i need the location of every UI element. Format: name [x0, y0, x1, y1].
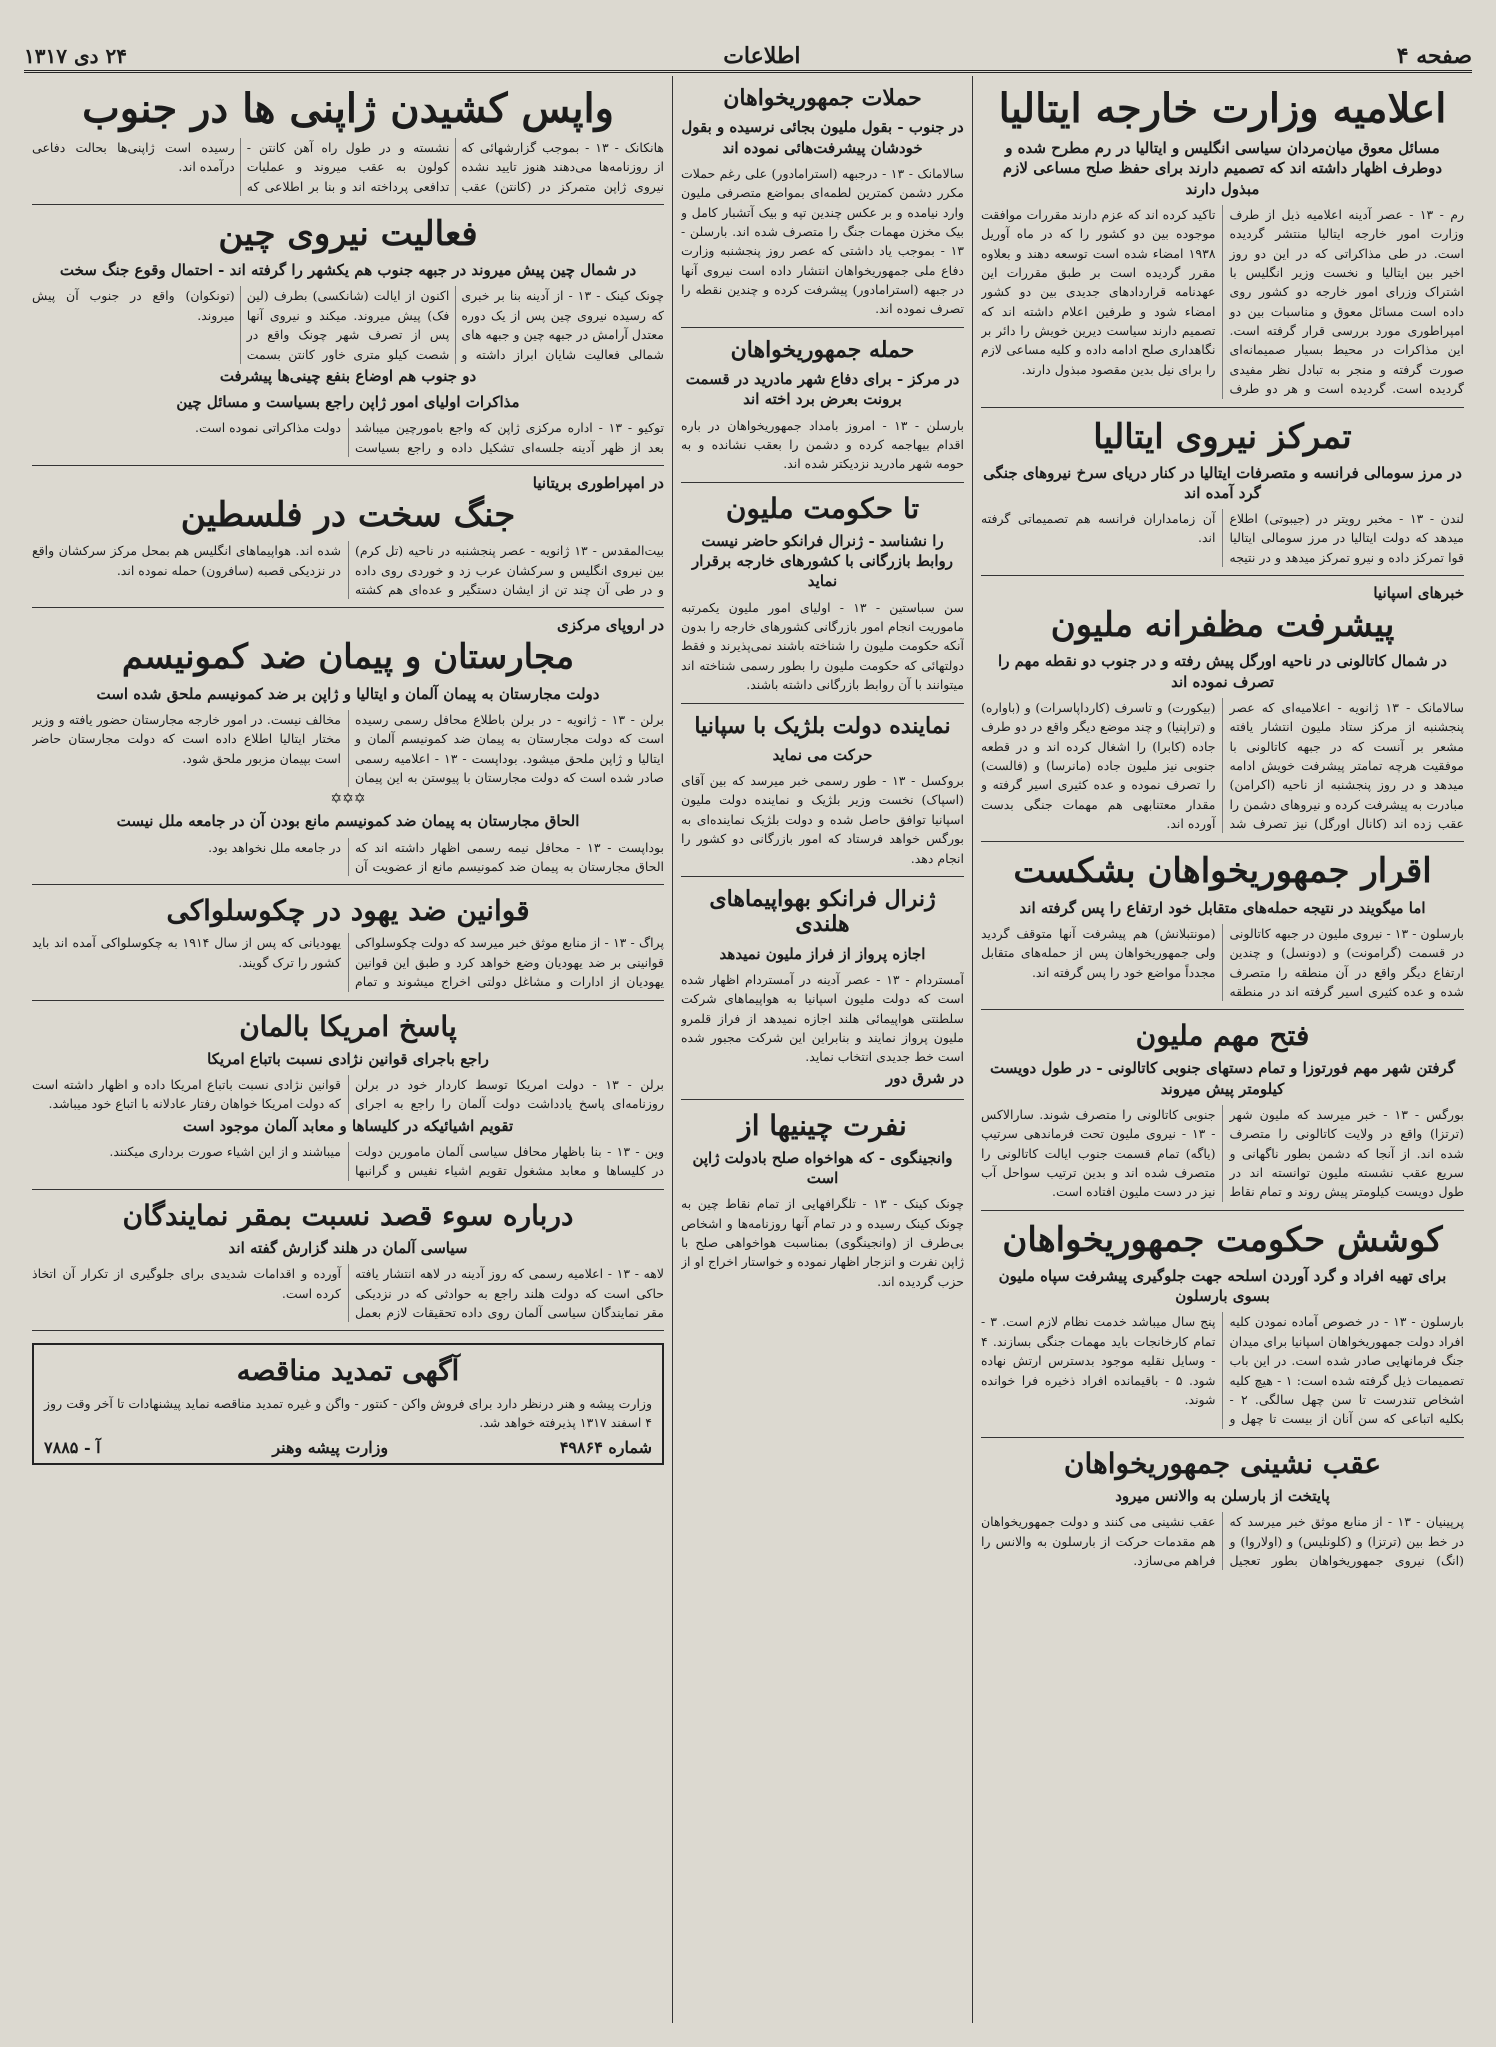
article-body: سن سباستین - ۱۳ - اولیای امور ملیون یکمرتبه ماموریت انجام امور بازرگانی کشورهای خارجه را بدون آنکه حکومت ملیون را شناخته باشند نمی‌پذیرند و فقط دولتهائی که حکومت ملیون را بطور رسمی شناخته اند میتوانند با آن روابط بازرگانی داشته باشند. — [681, 599, 964, 693]
article-body: پرپینیان - ۱۳ - از منابع موثق خبر میرسد که در خط بین (ترتزا) و (کلونلیس) و (اولاروا) و (انگ) نیروی جمهوریخواهان بطور تعجیل عقب نشینی می کنند و دولت جمهوریخواهان هم مقدمات حرکت از بارسلون به والانس را فراهم می‌سازد. — [981, 1514, 1464, 1568]
section-tag: در اروپای مرکزی — [557, 616, 664, 635]
article-republican-retreat — [981, 1438, 1464, 1579]
headline: تمرکز نیروی ایتالیا — [1093, 416, 1352, 457]
subheadline: پایتخت از بارسلن به والانس میرود — [1115, 1486, 1330, 1505]
section-tag: خبرهای اسپانیا — [1373, 584, 1464, 603]
article-tail: دو جنوب هم اوضاع بنفع چینی‌ها پیشرفت — [219, 366, 477, 385]
subheadline: حرکت می نماید — [772, 745, 873, 764]
headline: مجارستان و پیمان ضد کمونیسم — [121, 637, 575, 678]
ad-headline: آگهی تمدید مناقصه — [236, 1354, 460, 1388]
article-body: چونک کینک - ۱۳ - از آدینه بنا بر خبری که رسیده نیروی چین پس از یک دوره معتدل آرامش در جبهه چین و جبهه های شمالی فعالیت شایان ابراز داشته و اکنون از ایالت (شانکسی) بطرف (لین فک) پیش میروند. میکند و نیروی آنها پس از تصرف شهر چونک واقع در شصت کیلو متری خاور کانتن بسمت (تونکوان) واقع در جنوب آن پیش میروند. — [32, 288, 664, 362]
article-body-2: توکیو - ۱۳ - اداره مرکزی ژاپن که واجع بامورچین میباشد بعد از ظهر آدینه جلسه‌ای تشکیل داده و راجع بسیاست دولت مذاکراتی نموده است. — [194, 420, 664, 455]
subheadline: در شمال چین پیش میروند در جبهه جنوب هم یکشهر را گرفته اند - احتمال وقوع جنگ سخت — [59, 261, 637, 280]
subheadline-2: تقویم اشیائیکه در کلیساها و معابد آلمان موجود است — [182, 1116, 514, 1135]
article-body: برلن - ۱۳ - ژانویه - در برلن باطلاع محافل رسمی رسیده است که دولت مجارستان به پیمان ضد کمونیسم آلمان و ایتالیا و ژاپن ملحق میشود. بوداپست - ۱۳ - اعلامیه رسمی صادر شده است که دولت مجارستان با پیوستن به این پیمان مخالف نیست. در امور خارجه مجارستان حضور یافته و وزیر مختار ایتالیا اطلاع داده است که دولت مجارستان حاضر است بپیمان مزبور ملحق شود. — [32, 711, 664, 785]
headline: حمله جمهوریخواهان — [730, 336, 915, 363]
ad-body: وزارت پیشه و هنر درنظر دارد برای فروش واکن - کنتور - واگن و غیره تمدید مناقصه نماید پیشنهادات تا آخر وقت روز ۴ اسفند ۱۳۱۷ پذیرفته خواهد شد. — [44, 1395, 652, 1430]
headline: واپس کشیدن ژاپنی ها در جنوب — [82, 85, 614, 132]
article-hungary-pact — [32, 608, 664, 885]
article-body: سالامانک - ۱۳ - درجبهه (استرامادور) علی رغم حملات مکرر دشمن کمترین لطمه‌ای بمواضع متصرفی ملیون وارد نیامده و بر عکس چندین تپه و بیک آتشبار کامل و بیک مخزن مهمات جنگ را متصرف شده اند. بارسلن - ۱۳ - بموجب یاد داشتی که عصر روز پنجشنبه وزارت دفاع ملی جمهوریخواهان انتشار داده است نیروی آنها در جبهه (استرامادور) پیشرفت کرده و چندین نقطه را تصرف نموده اند. — [681, 165, 964, 317]
subheadline: اجازه پرواز از فراز ملیون نمیدهد — [719, 944, 926, 963]
headline: پیشرفت مظفرانه ملیون — [1050, 605, 1395, 646]
subheadline: سیاسی آلمان در هلند گزارش گفته اند — [228, 1238, 468, 1257]
article-body: چونک کینک - ۱۳ - تلگرافهایی از تمام نقاط چین به چونک کینک رسیده و در تمام آنها روزنامه‌ها و اشخاص بی‌طرف از (وانجینگوی) بمناسبت هواخواهی صلح با ژاپن نفرت و انزجار اظهار نموده و خواستار اخراج او از حزب گردیده اند. — [681, 1196, 964, 1289]
ad-signature: وزارت پیشه وهنر — [272, 1438, 389, 1458]
article-body: آمستردام - ۱۳ - عصر آدینه در آمستردام اظهار شده است که دولت ملیون اسپانیا به هواپیماهای شرکت سلطنتی هواپیمائی هلند اجازه نمیدهد از فراز قلمرو ملیون پرواز نمایند و بنابراین این شرکت مجبور شده است خط جدیدی انتخاب نماید. — [681, 971, 964, 1065]
subheadline: برای تهیه افراد و گرد آوردن اسلحه جهت جلوگیری پیشرفت سپاه ملیون بسوی بارسلون — [998, 1266, 1447, 1306]
headline: نفرت چینیها از — [738, 1108, 907, 1142]
headline: پاسخ امریکا بالمان — [239, 1009, 457, 1043]
article-belgium-envoy — [681, 704, 964, 877]
article-franco-dutch-planes — [681, 877, 964, 1100]
article-body: بورگس - ۱۳ - خبر میرسد که ملیون شهر (ترتزا) واقع در ولایت کاتالونی را متصرف شده اند. از آنجا که دشمن بطور ناگهانی و سریع عقب نشسته ملیون توانسته اند در طول دویست کیلومتر پیش روند و تمام نقاط جنوبی کاتالونی را متصرف شوند. سارالاکس - ۱۳ - نیروی ملیون تحت فرماندهی سرتیپ (یاگه) تمام قسمت جنوب ایالت کاتالونی را متصرف شده اند و بدین ترتیب سواحل آب نیز در دست ملیون افتاده است. — [981, 1106, 1464, 1200]
article-america-reply — [32, 1001, 664, 1190]
article-body: بارسلن - ۱۳ - امروز بامداد جمهوریخواهان در باره اقدام بیهاجمه کرده و دشمن را بعقب نشانده و به حومه شهر مادرید نزدیکتر شده اند. — [681, 417, 964, 472]
columns — [24, 76, 1472, 2023]
paper-name: اطلاعات — [723, 43, 801, 69]
subheadline: گرفتن شهر مهم فورتوزا و تمام دستهای جنوبی کاتالونی - در طول دویست کیلومتر پیش میروند — [990, 1059, 1455, 1098]
article-czech-laws — [32, 885, 664, 1000]
article-body: هانکانک - ۱۳ - بموجب گزارشهائی که از روزنامه‌ها می‌دهند هنوز تایید نشده نیروی ژاپن متمرکز در (کانتن) عقب نشسته و در طول راه آهن کانتن - کولون به عقب میروند و عملیات تدافعی پرداخته اند و بنا بر اطلاعی که رسیده است ژاپنی‌ها بحالت دفاعی درآمده اند. — [32, 140, 664, 194]
article-chinese-hatred — [681, 1100, 964, 1300]
article-republican-attacks — [681, 76, 964, 328]
ad-reference: شماره ۴۹۸۶۴ — [559, 1438, 652, 1458]
masthead — [24, 42, 1472, 73]
article-body: بارسلون - ۱۳ - در خصوص آماده نمودن کلیه افراد دولت جمهوریخواهان اسپانیا برای میدان جنگ فرمانهایی صادر شده است. در این باب تصمیمات ذیل گرفته شده است: ۱ - هیچ کلیه اشخاص تندرست تا سن چهل سالگی. ۲ - بکلیه اتباعی که سن آنان از بیست تا چهل و پنج سال میباشد خدمت نظام لازم است. ۳ - تمام کارخانجات باید مهمات جنگی بسازند. ۴ - وسایل نقلیه موجود بدسترس ارتش نهاده شود. ۵ - باقیمانده افراد ذخیره فرا خوانده شوند. — [981, 1314, 1464, 1427]
article-palestine — [32, 466, 664, 608]
subheadline-2: الحاق مجارستان به پیمان ضد کمونیسم مانع بودن آن در جامعه ملل نیست — [116, 812, 580, 831]
article-republican-defeat — [981, 842, 1464, 1010]
page-label: صفحه ۴ — [1396, 43, 1472, 69]
subheadline: مسائل معوق میان‌مردان سیاسی انگلیس و ایتالیا در رم مطرح شده و دوطرف اظهار داشته اند که تصمیم دارند برای حفظ صلح مساعی لازم مبذول دارند — [1002, 139, 1443, 198]
headline: نماینده دولت بلژیک با سپانیا — [694, 712, 951, 739]
star-separator: ✡✡✡ — [330, 791, 366, 808]
subheadline: دولت مجارستان به پیمان آلمان و ایتالیا و ژاپن بر ضد کمونیسم ملحق شده است — [96, 684, 600, 703]
subheadline: در شمال کاتالونی در ناحیه اورگل پیش رفته و در جنوب دو نقطه مهم را تصرف نموده اند — [998, 652, 1447, 691]
article-italy-forces — [981, 408, 1464, 577]
subheadline: در مرکز - برای دفاع شهر مادرید در قسمت برونت بعرض برد اخته اند — [685, 370, 960, 409]
article-body: لندن - ۱۳ - مخبر رویتر در (جیبوتی) اطلاع میدهد که دولت ایتالیا در مرز سومالی ایتالیا قوا تمرکز داده و نیرو تمرکز میدهد و در نتیجه آن زمامداران فرانسه هم تصمیماتی گرفته اند. — [981, 511, 1464, 565]
headline: فتح مهم ملیون — [1135, 1019, 1310, 1053]
headline: فعالیت نیروی چین — [218, 214, 478, 255]
article-body: بیت‌المقدس - ۱۳ ژانویه - عصر پنجشنبه در ناحیه (تل کرم) بین نیروی انگلیس و سرکشان عرب زد و خوردی روی داده و در طی آن چند تن از ایشان دستگیر و عده‌ای هم کشته شده اند. هواپیماهای انگلیس هم بمحل مرکز سرکشان واقع در نزدیکی قصبه (سافرون) حمله نموده اند. — [32, 543, 664, 598]
article-assassination-attempt — [32, 1190, 664, 1332]
subheadline: اما میگویند در نتیجه حمله‌های متقابل خود ارتفاع را پس گرفته اند — [1019, 898, 1426, 917]
article-body-2: بوداپست - ۱۳ - محافل نیمه رسمی اظهار داشته اند که الحاق مجارستان به پیمان ضد کمونیسم مانع از عضویت آن در جامعه ملل نخواهد بود. — [208, 839, 664, 874]
left-column — [24, 76, 672, 2023]
subheadline-2: مذاکرات اولیای امور ژاپن راجع بسیاست و مسائل چین — [176, 393, 520, 412]
headline: تا حکومت ملیون — [725, 491, 920, 525]
article-japanese-retreat — [32, 76, 664, 205]
subheadline: راجع باجرای قوانین نژادی نسبت باتباع امریکا — [207, 1049, 489, 1068]
subheadline: را نشناسد - ژنرال فرانکو حاضر نیست روابط بازرگانی با کشورهای خارجه برقرار نماید — [692, 531, 953, 591]
tender-advertisement — [32, 1331, 664, 1473]
article-republican-attack-center — [681, 328, 964, 483]
headline: اعلامیه وزارت خارجه ایتالیا — [998, 85, 1447, 132]
middle-column — [672, 76, 972, 2023]
headline: درباره سوء قصد نسبت بمقر نمایندگان — [122, 1198, 574, 1232]
article-body-2: وین - ۱۳ - بنا باظهار محافل سیاسی آلمان مامورین دولت در کلیساها و معابد مشغول تقویم اشیاء نفیس و گرانبها میباشند و از این اشیاء صورت برداری میکنند. — [109, 1144, 664, 1179]
article-body: بروکسل - ۱۳ - طور رسمی خبر میرسد که بین آقای (اسپاک) نخست وزیر بلژیک و نماینده دولت ملیون اسپانیا توافق حاصل شده و دولت بلژیک نماینده‌ای به بورگس خواهد فرستاد که امور بازرگانی دو کشور را انجام دهد. — [681, 773, 964, 866]
article-body: برلن - ۱۳ - دولت امریکا توسط کاردار خود در برلن روزنامه‌ای پاسخ یادداشت دولت آلمان را راجع به اجرای قوانین نژادی نسبت باتباع امریکا داده و اظهار داشته است که دولت امریکا خواهان رفتار عادلانه با اتباع خود میباشد. — [32, 1077, 664, 1112]
headline: حملات جمهوریخواهان — [723, 85, 922, 111]
article-body: سالامانک - ۱۳ ژانویه - اعلامیه‌ای که عصر پنجشنبه از مرکز ستاد ملیون انتشار یافته مشعر بر آنست که در جبهه کاتالونی با موفقیت هرچه تمامتر پیشرفت خویش ادامه میدهد و در روز پنجشنبه از ناحیه (اکرامن) مبادرت به پیشرفت کرده و نیروهای دشمن را عقب زده اند (کانال اورگل) نیز تصرف شد (بیکورت) و تاسرف (کارداپاسرات) و (باواره) و (تراپنیا) و چند موضع دیگر واقع در دو طرف جاده (کابرا) را اشغال کرده اند و در قطعه جنوبی نیز ملیون جاده (مانرسا) و (فالست) را تصرف نموده و عده کثیری اسیر گرفته و مقدار معتنابهی هم مهمات جنگی بدست آورده اند. — [981, 699, 1464, 832]
ad-code: آ - ۷۸۸۵ — [44, 1438, 101, 1458]
article-republican-effort — [981, 1211, 1464, 1438]
article-body: بارسلون - ۱۳ - نیروی ملیون در جبهه کاتالونی در قسمت (گرامونت) و (دونسل) و چندین ارتفاع دیگر واقع در آن منطقه را متصرف شده و عده کثیری اسیر گرفته اند در منطقه (مونتبلانش) هم پیشرفت آنها متوقف گردید ولی جمهوریخواهان پس از حمله‌های متقابل مجدداً مواضع خود را پس گرفته اند. — [981, 925, 1464, 999]
subheadline: وانجینگوی - که هواخواه صلح بادولت ژاپن است — [692, 1148, 953, 1188]
headline: کوشش حکومت جمهوریخواهان — [1002, 1219, 1443, 1260]
ad-footer — [44, 1438, 652, 1457]
headline: قوانین ضد یهود در چکوسلواکی — [166, 894, 530, 928]
article-nationalist-advance — [981, 576, 1464, 842]
issue-date: ۲۴ دی ۱۳۱۷ — [24, 44, 127, 68]
headline: ژنرال فرانکو بهواپیماهای هلندی — [709, 885, 936, 938]
headline: اقرار جمهوریخواهان بشکست — [1013, 851, 1432, 892]
subheadline: در جنوب - بقول ملیون بجائی نرسیده و بقول خودشان پیشرفت‌هائی نموده اند — [681, 118, 964, 157]
subheadline: در مرز سومالی فرانسه و متصرفات ایتالیا در کنار دریای سرخ نیروهای جنگی گرد آمده اند — [983, 463, 1462, 502]
section-tag: در شرق دور — [885, 1068, 964, 1087]
article-china-activity — [32, 205, 664, 466]
article-italy-statement — [981, 76, 1464, 408]
article-body: پراگ - ۱۳ - از منابع موثق خبر میرسد که دولت چکوسلواکی قوانینی بر ضد یهودیان وضع خواهد کرد و طبق این قوانین یهودیان از ادارات و مشاغل دولتی اخراج میشوند و تمام یهودیانی که پس از سال ۱۹۱۴ به چکوسلواکی آمده اند باید کشور را ترک گویند. — [32, 935, 664, 990]
headline: عقب نشینی جمهوریخواهان — [1063, 1446, 1382, 1480]
right-column — [972, 76, 1472, 2023]
section-tag: در امپراطوری بریتانیا — [532, 474, 664, 493]
ad-box — [32, 1343, 664, 1465]
article-body: لاهه - ۱۳ - اعلامیه رسمی که روز آدینه در لاهه انتشار یافته حاکی است که دولت هلند راجع به حوادثی که در نزدیکی مقر نمایندگان سیاسی آلمان روی داده تحقیقات لازم بعمل آورده و اقدامات شدیدی برای جلوگیری از تکرار آن اتخاذ کرده است. — [32, 1266, 664, 1320]
article-body: رم - ۱۳ - عصر آدینه اعلامیه ذیل از طرف وزارت امور خارجه ایتالیا منتشر گردیده است. در طی مذاکراتی که در این دو روز اخیر بین ایتالیا و نخست وزیر انگلیس با اشتراک وزرای امور خارجه دو کشور روی داده است مسائل معوق و مناسبات بین دو امپراطوری مورد بررسی قرار گرفته است. این مذاکرات در محیط بسیار صمیمانه‌ای صورت گرفته و منجر به تبادل نظر مفیدی گردیده است. گردیده است و هر دو طرف تاکید کرده اند که عزم دارند مقررات موافقت موجوده بین دو کشور را که در ماه آوریل ۱۹۳۸ امضاء شده است توسعه دهند و بعلاوه مقرر گردیده است بر طبق مقررات این عهدنامه قراردادهای جدیدی بین دو کشور امضاء شود و طرفین اعلام داشته اند که تصمیم دارند سیاست دیرین خویش را دائر بر نگاهداری صلح ادامه داده و کلیه مساعی لازم را برای نیل بدین مقصود مبذول دارند. — [981, 206, 1464, 397]
headline: جنگ سخت در فلسطین — [180, 495, 516, 536]
article-nationalist-victory — [981, 1010, 1464, 1211]
article-franco-trade — [681, 483, 964, 704]
